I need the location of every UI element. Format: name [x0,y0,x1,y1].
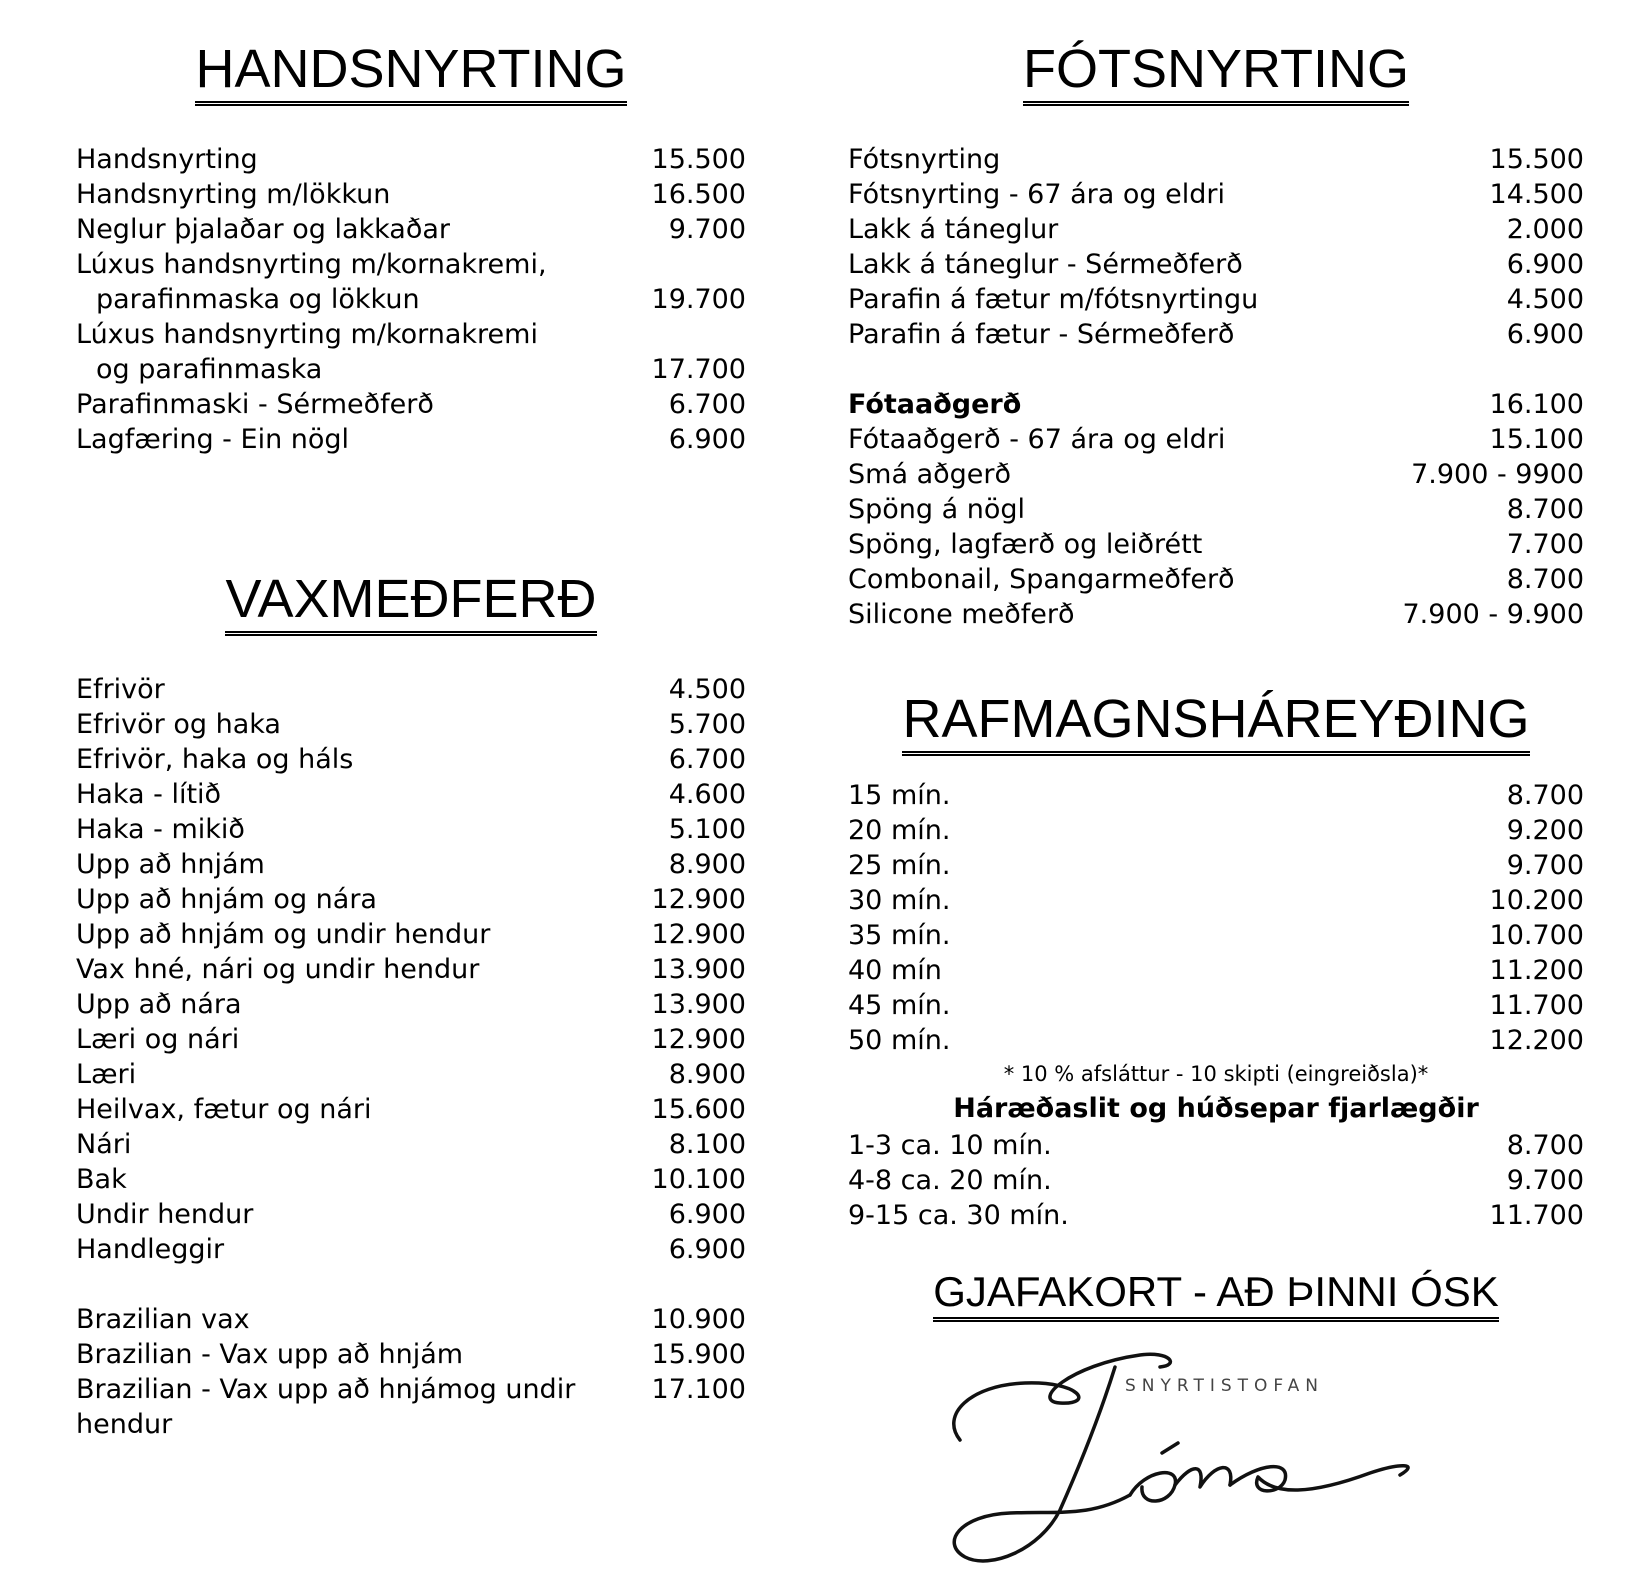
item-label [848,1023,950,1058]
item-label [848,492,1025,527]
price-row [848,1198,1584,1233]
item-label [848,282,1258,317]
price-row [76,1127,746,1162]
item-label-continuation: og undir hendur [76,1374,576,1440]
item-label [848,457,1011,492]
price-row [76,422,746,457]
item-price: 17.100 [651,1374,746,1405]
item-price: 5.700 [668,709,746,740]
item-label-line: Spöng, lagfærð og leiðrétt [848,529,1203,560]
item-label [76,422,349,457]
item-label [848,1128,1052,1163]
price-row [848,918,1584,953]
price-row [848,457,1584,492]
price-row [848,387,1584,422]
price-row [76,177,746,212]
item-label [848,778,950,813]
item-price: 9.200 [1506,815,1584,846]
item-price: 10.100 [651,1164,746,1195]
price-row [76,812,746,847]
item-price: 16.100 [1489,389,1584,420]
item-label-line: Fótaaðgerð - 67 ára og eldri [848,424,1226,455]
item-label-line: 50 mín. [848,1025,951,1056]
item-label [848,1163,1052,1198]
price-row [848,1163,1584,1198]
item-label-continuation: og parafinmaska [96,354,323,385]
price-row [76,1372,746,1442]
item-label-line: 30 mín. [848,885,951,916]
price-row [848,813,1584,848]
handsnyrting-list [76,142,746,457]
item-price: 11.700 [1489,990,1584,1021]
item-label-line: Bak [76,1164,127,1195]
item-price: 15.900 [651,1339,746,1370]
price-row [848,848,1584,883]
handsnyrting-heading: HANDSNYRTING [76,38,746,106]
item-price: 8.700 [1506,780,1584,811]
item-label-line: Parafin á fætur - Sérmeðferð [848,319,1235,350]
item-label-line: Handleggir [76,1234,225,1265]
item-price: 6.900 [668,1199,746,1230]
item-label [848,387,1021,422]
item-label-line: Haka - mikið [76,814,245,845]
price-row [76,1337,746,1372]
item-label [848,883,950,918]
item-label-line: Undir hendur [76,1199,254,1230]
item-price: 12.900 [651,884,746,915]
item-label [848,953,942,988]
item-label [76,1057,136,1092]
item-label [76,917,490,952]
item-price: 10.900 [651,1304,746,1335]
item-price: 13.900 [651,954,746,985]
price-row [76,847,746,882]
fotsnyrting-list [848,142,1584,632]
item-label [848,813,950,848]
item-price: 6.900 [668,1234,746,1265]
item-price: 6.900 [1506,249,1584,280]
price-row [76,882,746,917]
price-row [848,883,1584,918]
price-row [848,1128,1584,1163]
price-row [76,247,746,317]
item-price: 2.000 [1506,214,1584,245]
item-price: 13.900 [651,989,746,1020]
item-price: 8.900 [668,1059,746,1090]
item-label-line: Upp að nára [76,989,242,1020]
item-label-line: Handsnyrting [76,144,258,175]
rafmagnshareyding-heading: RAFMAGNSHÁREYÐING [848,688,1584,756]
vaxmedferd-heading: VAXMEÐFERÐ [76,568,746,636]
item-price: 9.700 [668,214,746,245]
item-label-line: 15 mín. [848,780,951,811]
item-label-line: Fótaaðgerð [848,389,1022,420]
item-label-line: Smá aðgerð [848,459,1012,490]
rafmagnshareyding-list [848,778,1584,1233]
price-row [848,212,1584,247]
price-row [76,1197,746,1232]
price-row [848,527,1584,562]
item-label-line: Lakk á táneglur - Sérmeðferð [848,249,1243,280]
item-label-line: Handsnyrting m/lökkun [76,179,391,210]
item-label-line: Læri og nári [76,1024,240,1055]
item-label [76,247,547,317]
item-label-line: Upp að hnjám og nára [76,884,377,915]
item-label [76,987,242,1022]
item-label-line: Læri [76,1059,137,1090]
item-label [76,1302,250,1337]
item-label [76,142,258,177]
price-row [848,422,1584,457]
item-label-line: Heilvax, fætur og nári [76,1094,372,1125]
item-price: 11.200 [1489,955,1584,986]
item-price: 7.900 - 9.900 [1402,599,1584,630]
price-row [848,597,1584,632]
item-label-line: Efrivör, haka og háls [76,744,354,775]
item-label-line: Neglur þjalaðar og lakkaðar [76,214,451,245]
spacer [848,352,1584,387]
item-label [848,988,950,1023]
item-price: 8.100 [668,1129,746,1160]
item-label-line: Haka - lítið [76,779,222,810]
item-price: 15.500 [1489,144,1584,175]
price-row [848,177,1584,212]
item-label-line: Fótsnyrting [848,144,1001,175]
item-price: 15.500 [651,144,746,175]
item-label-line: Nári [76,1129,132,1160]
price-row [848,142,1584,177]
item-label [76,672,165,707]
item-price: 12.900 [651,1024,746,1055]
snyrtistofan-jona-logo [930,1345,1490,1575]
item-price: 17.700 [651,354,746,385]
price-row [76,1022,746,1057]
item-label [76,812,245,847]
price-row [76,987,746,1022]
item-price: 8.700 [1506,494,1584,525]
item-label-line: Combonail, Spangarmeðferð [848,564,1235,595]
item-label-line: Lúxus handsnyrting m/kornakremi [76,319,538,350]
item-label-line: 35 mín. [848,920,951,951]
item-label [76,1022,239,1057]
item-price: 15.100 [1489,424,1584,455]
item-price: 12.200 [1489,1025,1584,1056]
item-label-line: Vax hné, nári og undir hendur [76,954,480,985]
item-price: 16.500 [651,179,746,210]
item-label-line: Parafinmaski - Sérmeðferð [76,389,434,420]
item-label [848,597,1074,632]
item-price: 4.500 [668,674,746,705]
item-label [848,848,950,883]
item-label [848,247,1243,282]
item-price: 4.600 [668,779,746,810]
logo-small-text: SNYRTISTOFAN [1125,1376,1324,1396]
item-label [76,777,221,812]
item-label [76,952,479,987]
price-row [848,317,1584,352]
item-label [76,1232,224,1267]
item-label [76,882,377,917]
item-label-line: Silicone meðferð [848,599,1075,630]
price-row [848,562,1584,597]
price-row [76,142,746,177]
item-price: 7.900 - 9900 [1411,459,1584,490]
item-label [848,317,1234,352]
price-row [76,952,746,987]
item-label-line: Lakk á táneglur [848,214,1059,245]
price-row [76,387,746,422]
item-label [848,562,1235,597]
item-label-line: 1-3 ca. 10 mín. [848,1130,1052,1161]
price-row [76,917,746,952]
price-row [848,1023,1584,1058]
item-price: 10.200 [1489,885,1584,916]
item-price: 9.700 [1506,850,1584,881]
item-label-line: Brazilian vax [76,1304,250,1335]
item-label-line: 40 mín [848,955,942,986]
subsection-heading: Háræðaslit og húðsepar fjarlægðir [953,1093,1479,1124]
item-label [848,918,950,953]
item-price: 4.500 [1506,284,1584,315]
item-label-line: Parafin á fætur m/fótsnyrtingu [848,284,1259,315]
item-label [76,1092,371,1127]
item-label-line: Efrivör og haka [76,709,281,740]
item-label-line: Upp að hnjám [76,849,265,880]
price-row [76,742,746,777]
item-price: 6.700 [668,744,746,775]
item-price: 8.700 [1506,564,1584,595]
item-label-line: Lúxus handsnyrting m/kornakremi, [76,249,547,280]
item-label [848,142,1000,177]
price-row [848,247,1584,282]
item-label-line: Spöng á nögl [848,494,1026,525]
item-label [76,317,538,387]
price-row [76,1232,746,1267]
discount-note: * 10 % afsláttur - 10 skipti (eingreiðsla)* [1003,1062,1429,1086]
item-price: 6.900 [668,424,746,455]
price-row [848,953,1584,988]
item-price: 6.700 [668,389,746,420]
price-row [76,1302,746,1337]
item-price: 14.500 [1489,179,1584,210]
item-label-line: 45 mín. [848,990,951,1021]
item-label-line: Lagfæring - Ein nögl [76,424,350,455]
item-label [76,1372,652,1442]
item-label-line: Brazilian - Vax upp að hnjám [76,1339,464,1370]
item-label-line: Upp að hnjám og undir hendur [76,919,491,950]
item-label [848,177,1225,212]
fotsnyrting-heading: FÓTSNYRTING [848,38,1584,106]
item-price: 10.700 [1489,920,1584,951]
price-row [76,1057,746,1092]
item-price: 15.600 [651,1094,746,1125]
price-row [848,282,1584,317]
item-label [848,212,1058,247]
item-label-line: Fótsnyrting - 67 ára og eldri [848,179,1225,210]
item-label [76,1127,131,1162]
item-price: 6.900 [1506,319,1584,350]
item-label [76,212,450,247]
item-price: 9.700 [1506,1165,1584,1196]
price-row [76,707,746,742]
item-label [76,1337,463,1372]
item-price: 12.900 [651,919,746,950]
item-label [848,527,1202,562]
item-price: 19.700 [651,284,746,315]
item-price: 7.700 [1506,529,1584,560]
item-label [76,1162,127,1197]
item-label [76,177,390,212]
item-price: 11.700 [1489,1200,1584,1231]
item-label [76,707,281,742]
price-row [76,317,746,387]
item-price: 8.700 [1506,1130,1584,1161]
item-label [76,742,353,777]
price-row [76,672,746,707]
price-row [76,1092,746,1127]
price-row [76,777,746,812]
spacer [76,1267,746,1302]
price-row [848,492,1584,527]
item-label-line: Efrivör [76,674,165,705]
item-label [76,847,265,882]
gjafakort-heading: GJAFAKORT - AÐ ÞINNI ÓSK [848,1268,1584,1322]
price-row [76,212,746,247]
vaxmedferd-list [76,672,746,1442]
item-price: 8.900 [668,849,746,880]
item-label-line: 4-8 ca. 20 mín. [848,1165,1052,1196]
price-row [848,988,1584,1023]
item-label-line: 20 mín. [848,815,951,846]
item-label-line: 25 mín. [848,850,951,881]
item-price: 5.100 [668,814,746,845]
item-label [848,1198,1069,1233]
item-label-line: Brazilian - Vax upp að hnjám [76,1374,464,1405]
item-label-continuation: parafinmaska og lökkun [96,284,420,315]
price-row [76,1162,746,1197]
item-label [76,387,434,422]
item-label-line: 9-15 ca. 30 mín. [848,1200,1069,1231]
item-label [76,1197,253,1232]
price-row [848,778,1584,813]
item-label [848,422,1225,457]
